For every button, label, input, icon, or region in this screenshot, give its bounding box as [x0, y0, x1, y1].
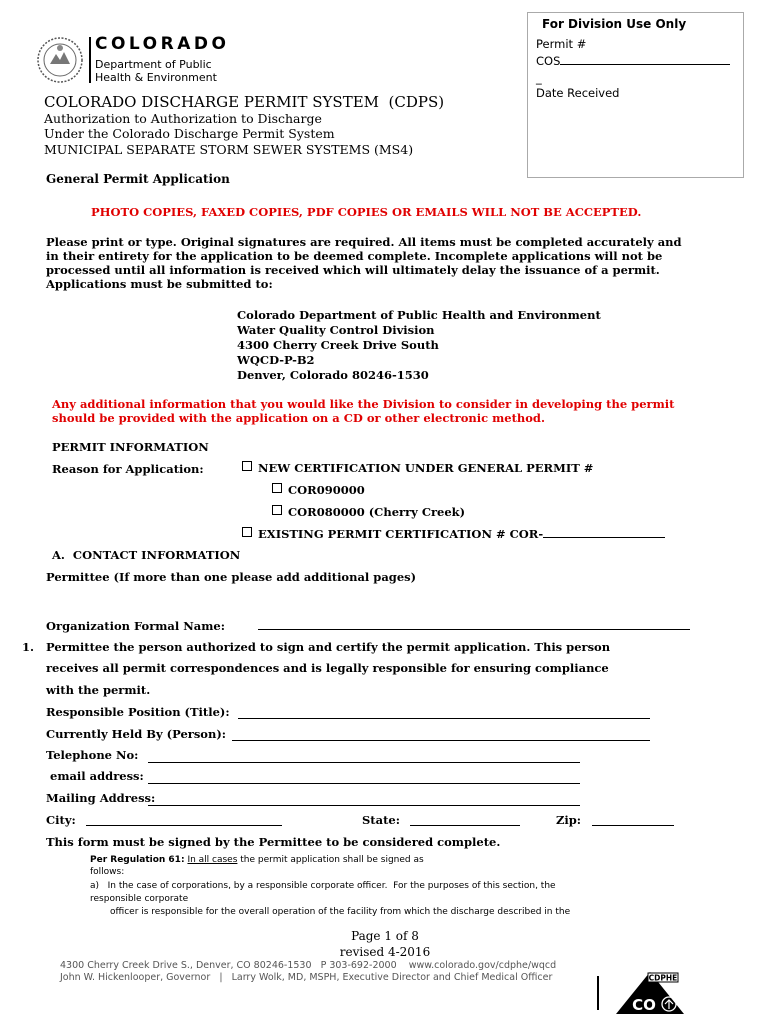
division-use-title: For Division Use Only — [542, 17, 687, 31]
logo-dept-line1: Department of Public — [95, 58, 212, 71]
instructions-line2: in their entirety for the application to be deemed complete. Incomplete applications will not be — [46, 249, 663, 263]
mailing-address-field[interactable] — [148, 804, 580, 806]
contact-heading: A. CONTACT INFORMATION — [52, 548, 241, 562]
division-use-box — [527, 12, 744, 178]
regulation-line1: Per Regulation 61: In all cases the permit application shall be signed as — [90, 855, 424, 865]
currently-held-field[interactable] — [232, 739, 650, 741]
address-line4: WQCD-P-B2 — [237, 353, 315, 367]
cor090000-checkbox[interactable] — [272, 483, 282, 493]
state-field[interactable] — [410, 824, 520, 826]
regulation-line5: officer is responsible for the overall operation of the facility from which the discharge described in the — [110, 907, 571, 917]
subtitle-1: Authorization to Authorization to Discharge — [44, 111, 322, 126]
footer-address: 4300 Cherry Creek Drive S., Denver, CO 80246-1530 P 303-692-2000 www.colorado.gov/cdphe/wqcd — [60, 960, 557, 971]
currently-held-label: Currently Held By (Person): — [46, 727, 227, 741]
existing-cor-field[interactable] — [543, 536, 665, 538]
logo-divider — [89, 37, 91, 83]
reason-label: Reason for Application: — [52, 462, 204, 476]
instructions-line4: Applications must be submitted to: — [46, 277, 273, 291]
page-number: Page 1 of 8 — [351, 929, 419, 943]
logo-dept-line2: Health & Environment — [95, 71, 217, 84]
footer-divider — [597, 976, 599, 1010]
existing-certification-checkbox[interactable] — [242, 527, 252, 537]
address-line3: 4300 Cherry Creek Drive South — [237, 338, 439, 352]
mailing-address-label: Mailing Address: — [46, 791, 156, 805]
instructions-line3: processed until all information is received which will ultimately delay the issuance of a permit. — [46, 263, 660, 277]
additional-info-line1: Any additional information that you would like the Division to consider in developing the permit — [52, 397, 675, 411]
item-1-line2: receives all permit correspondences and is legally responsible for ensuring compliance — [46, 661, 609, 675]
permit-info-heading: PERMIT INFORMATION — [52, 440, 209, 454]
regulation-line3: a) In the case of corporations, by a responsible corporate officer. For the purposes of this section, the — [90, 881, 556, 891]
permittee-heading: Permittee (If more than one please add additional pages) — [46, 570, 417, 584]
responsible-position-field[interactable] — [238, 717, 650, 719]
cor080000-checkbox[interactable] — [272, 505, 282, 515]
footer-officials: John W. Hickenlooper, Governor | Larry Wolk, MD, MSPH, Executive Director and Chief Medical Officer — [60, 972, 553, 983]
revised-date: revised 4-2016 — [339, 945, 431, 959]
email-field[interactable] — [148, 782, 580, 784]
org-name-field[interactable] — [258, 628, 690, 630]
regulation-line4: responsible corporate — [90, 894, 189, 904]
option-existing-certification[interactable]: EXISTING PERMIT CERTIFICATION # COR- — [242, 527, 665, 541]
regulation-line2: follows: — [90, 867, 125, 877]
additional-info-line2: should be provided with the application on a CD or other electronic method. — [52, 411, 545, 425]
address-line1: Colorado Department of Public Health and Environment — [237, 308, 601, 322]
option-cor080000[interactable]: COR080000 (Cherry Creek) — [272, 505, 465, 519]
co-badge-text: CO — [632, 996, 656, 1014]
cdphe-co-logo — [614, 970, 686, 1016]
new-certification-checkbox[interactable] — [242, 461, 252, 471]
cos-dash: _ — [536, 71, 542, 85]
subtitle-2: Under the Colorado Discharge Permit System — [44, 126, 335, 141]
permit-number-label: Permit # — [536, 37, 587, 51]
cdphe-badge-text: CDPHE — [648, 973, 678, 983]
instructions-line1: Please print or type. Original signatures are required. All items must be completed accurately and — [46, 235, 682, 249]
org-name-label: Organization Formal Name: — [46, 619, 225, 633]
zip-field[interactable] — [592, 824, 674, 826]
cos-label: COS — [536, 54, 730, 68]
item-1-number: 1. — [22, 640, 35, 654]
telephone-field[interactable] — [148, 761, 580, 763]
item-1-line1: Permittee the person authorized to sign and certify the permit application. This person — [46, 640, 611, 654]
city-label: City: — [46, 813, 76, 827]
page-title: COLORADO DISCHARGE PERMIT SYSTEM (CDPS) — [44, 93, 445, 111]
option-cor090000[interactable]: COR090000 — [272, 483, 365, 497]
city-field[interactable] — [86, 824, 282, 826]
copies-warning: PHOTO COPIES, FAXED COPIES, PDF COPIES OR EMAILS WILL NOT BE ACCEPTED. — [91, 205, 642, 219]
general-permit-heading: General Permit Application — [46, 172, 230, 186]
state-seal-logo — [36, 36, 84, 84]
item-1-line3: with the permit. — [46, 683, 151, 697]
email-label: email address: — [50, 769, 144, 783]
signature-note: This form must be signed by the Permittee to be considered complete. — [46, 835, 501, 849]
address-line2: Water Quality Control Division — [237, 323, 435, 337]
responsible-position-label: Responsible Position (Title): — [46, 705, 230, 719]
state-label: State: — [362, 813, 400, 827]
telephone-label: Telephone No: — [46, 748, 139, 762]
date-received-label: Date Received — [536, 86, 620, 100]
logo-brand: COLORADO — [95, 34, 230, 54]
option-new-certification[interactable]: NEW CERTIFICATION UNDER GENERAL PERMIT # — [242, 461, 593, 475]
subtitle-3: MUNICIPAL SEPARATE STORM SEWER SYSTEMS (MS4) — [44, 142, 414, 157]
cos-field[interactable] — [560, 63, 730, 65]
address-line5: Denver, Colorado 80246-1530 — [237, 368, 429, 382]
zip-label: Zip: — [556, 813, 582, 827]
